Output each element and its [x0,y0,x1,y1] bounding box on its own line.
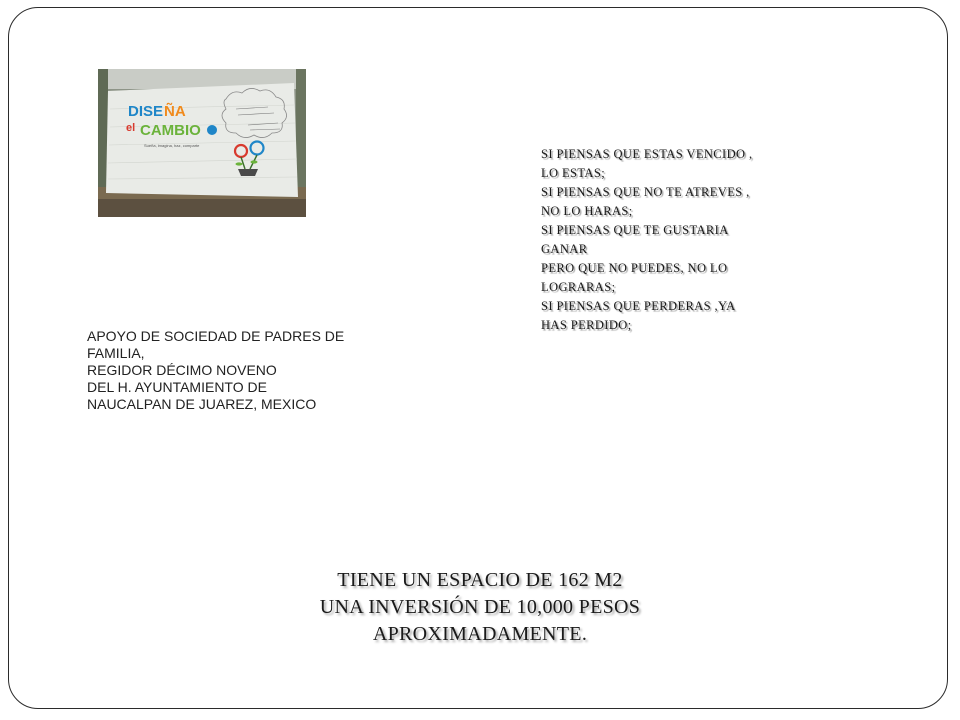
support-line-3: REGIDOR DÉCIMO NOVENO [87,362,277,378]
quote-line-6: GANAR [541,242,588,256]
project-info [200,567,760,648]
mural-tagline: Sueña, imagina, haz, comparte [144,143,200,148]
support-line-5: NAUCALPAN DE JUAREZ, MEXICO [87,396,317,412]
support-line-1: APOYO DE SOCIEDAD DE PADRES DE [87,328,345,344]
quote-line-3: SI PIENSAS QUE NO TE ATREVES , [541,185,750,199]
quote-line-8: LOGRARAS; [541,280,616,294]
quote-line-9: SI PIENSAS QUE PERDERAS ,YA [541,299,736,313]
mural-title-part4: CAMBIO [140,122,201,139]
support-line-2: FAMILIA, [87,345,145,361]
quote-line-7: PERO QUE NO PUEDES, NO LO [541,261,728,275]
mural-title-part1: DISE [128,103,164,120]
support-line-4: DEL H. AYUNTAMIENTO DE [87,379,267,395]
quote-line-1: SI PIENSAS QUE ESTAS VENCIDO , [541,147,753,161]
quote-line-4: NO LO HARAS; [541,204,633,218]
quote-line-2: LO ESTAS; [541,166,606,180]
mural-title-part3: el [126,122,136,134]
mural-title-part2: ÑA [164,103,186,120]
quote-line-10: HAS PERDIDO; [541,318,632,332]
info-line-2: UNA INVERSIÓN DE 10,000 PESOS [319,596,641,618]
quote-line-5: SI PIENSAS QUE TE GUSTARIA [541,223,729,237]
motivational-quote [541,145,781,335]
info-line-3: APROXIMADAMENTE. [372,623,588,645]
info-line-1: TIENE UN ESPACIO DE 162 M2 [337,569,623,591]
mural-photo [98,69,306,217]
support-credits [87,328,397,413]
